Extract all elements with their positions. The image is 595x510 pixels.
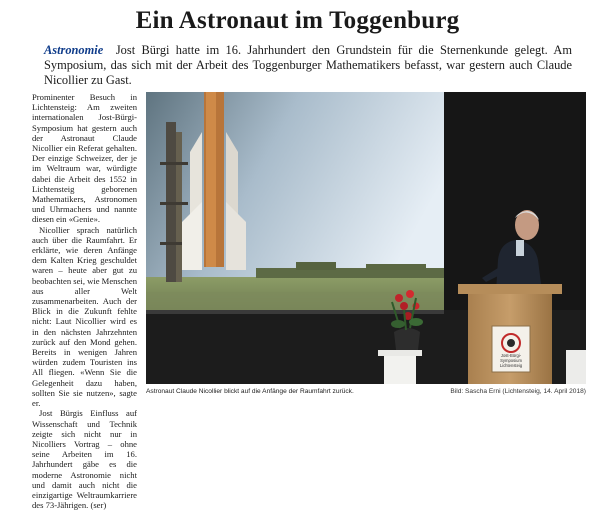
lectern [458, 284, 562, 384]
lead-paragraph [44, 43, 572, 88]
projection-screen [146, 92, 444, 310]
news-photo [146, 92, 586, 384]
caption-text: Astronaut Claude Nicollier blickt auf die Anfänge der Raumfahrt zurück. [146, 388, 354, 395]
side-table [566, 350, 586, 384]
body-paragraph: Prominenter Besuch in Lichtensteig: Am zweiten internationalen Jost-Bürgi-Symposium hat gestern auch der Astronaut Claude Nicollier ein Referat gehalten. Der einzige Schweizer, der je im Weltraum war, würdigte dabei die Arbeit des 1552 in Lichtensteig geborenen Mathematikers, Astronomen und Uhrmachers und nannte diesen ein «Genie». [32, 92, 137, 225]
lead-kicker: Astronomie [44, 43, 104, 57]
photo-credit: Bild: Sascha Erni (Lichtensteig, 14. April 2018) [450, 388, 586, 395]
headline: Ein Astronaut im Toggenburg [135, 7, 460, 34]
lectern-sign-line: Symposium [500, 358, 522, 363]
lectern-sign-line: Jost-Bürgi- [500, 353, 522, 358]
lead-text: Jost Bürgi hatte im 16. Jahrhundert den Grundstein für die Sternenkunde gelegt. Am Symposium, das sich mit der Arbeit des Toggenburger Mathematikers befasst, war gestern auch Claude Nicollier zu Gast. [44, 43, 572, 87]
lectern-sign-line: Lichtensteig [499, 363, 523, 368]
body-paragraph: Jost Bürgis Einfluss auf Wissenschaft und Technik zeigte sich nicht nur in Nicolliers Vortrag – ohne seine Arbeiten im 16. Jahrhundert gäbe es die moderne Astronomie nicht und damit auch nicht die einzigartige Weltraumkarriere des 73-Jährigen. (ser) [32, 408, 137, 510]
body-paragraph: Nicollier sprach natürlich auch über die Raumfahrt. Er erklärte, wie deren Anfänge dem Kalten Krieg geschuldet waren – heute aber gut zu beobachten sei, wie Menschen aus aller Welt zusammenarbeiten. Auch der Blick in die Zukunft fehlte nicht: Laut Nicollier wird es in den nächsten Jahrzehnten zurück auf den Mond gehen. Bereits in wenigen Jahren würden zudem Touristen ins All fliegen. «Wenn Sie die Gelegenheit dazu haben, sollten Sie sie nutzen», sagte er. [32, 224, 137, 409]
photo-scene [146, 92, 586, 384]
article-body [32, 92, 137, 510]
photo-caption [146, 387, 586, 396]
pedestal [378, 350, 422, 384]
